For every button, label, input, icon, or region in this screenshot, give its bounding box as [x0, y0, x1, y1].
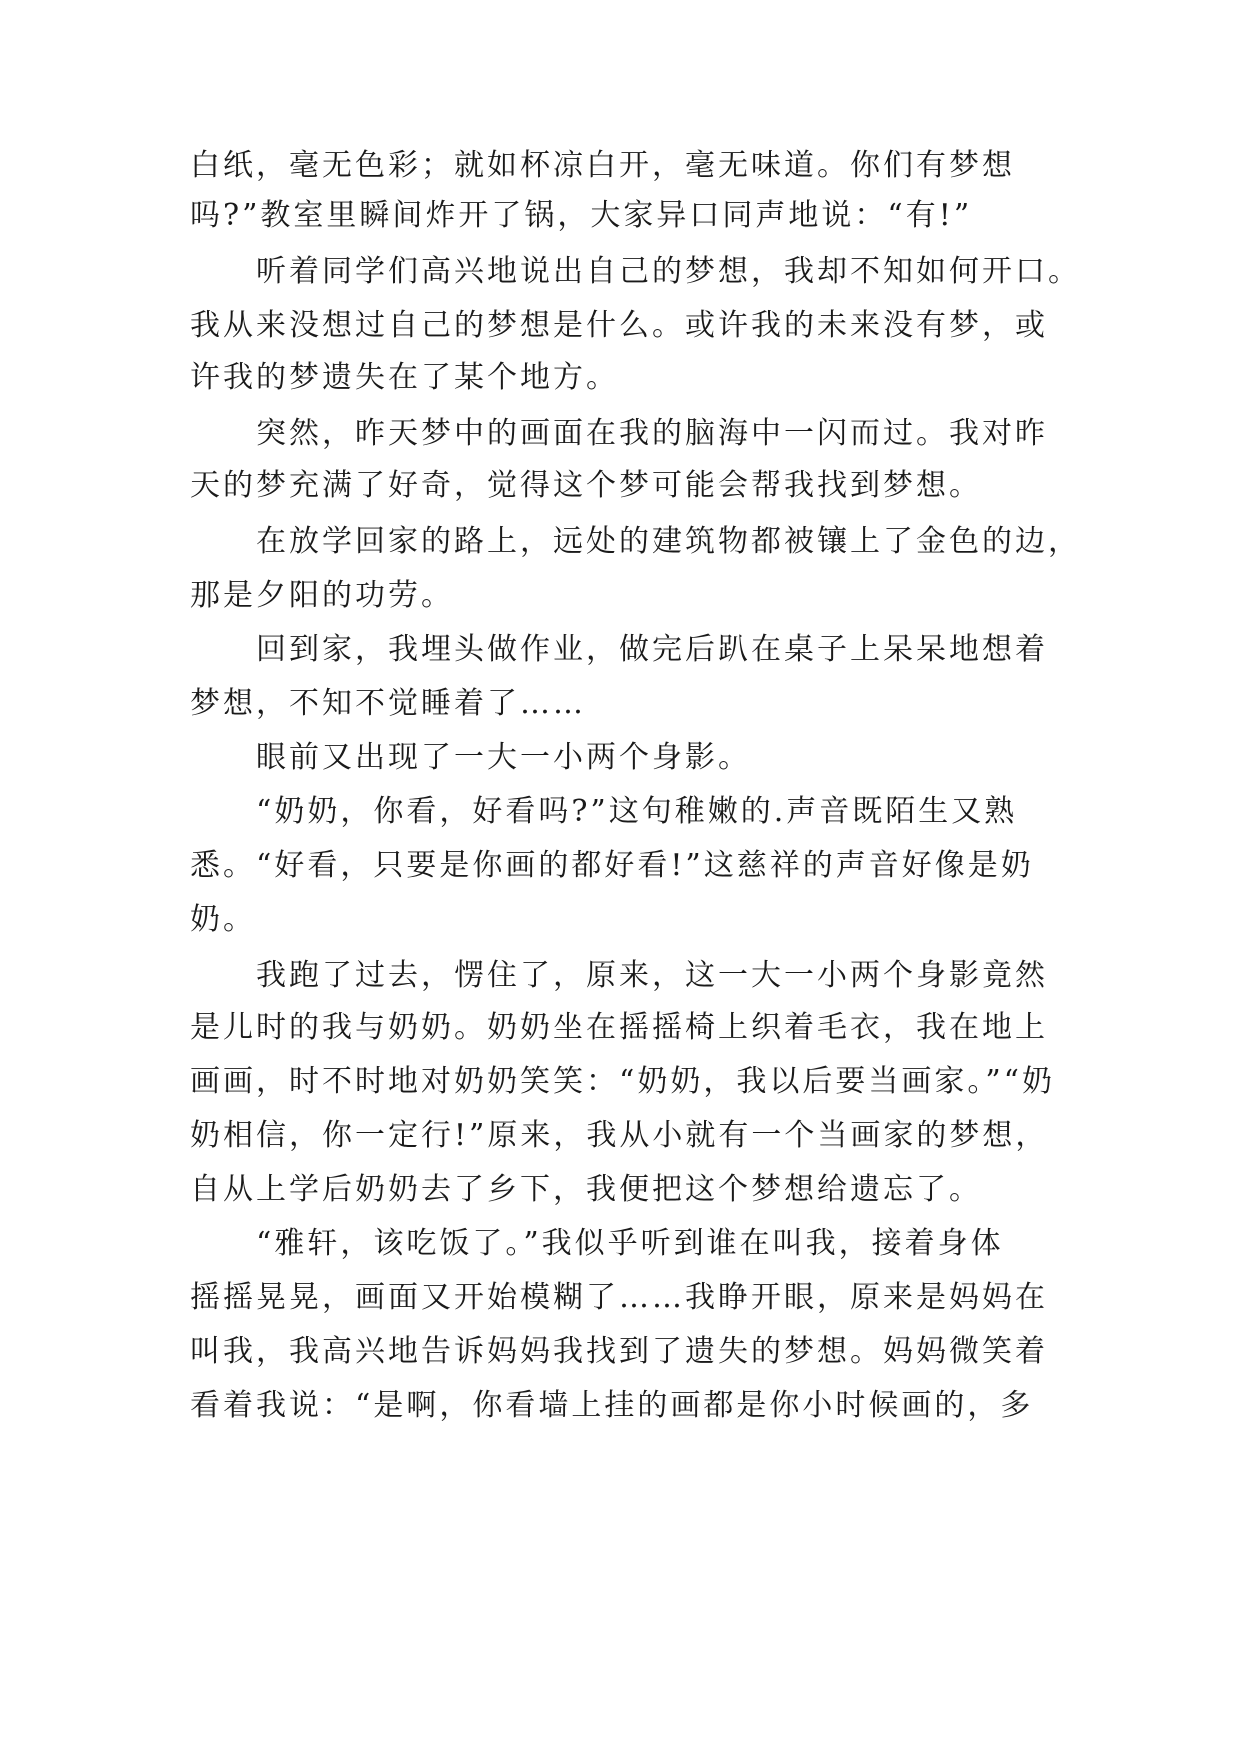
text-line: 吗?”教室里瞬间炸开了锅，大家异口同声地说：“有!”: [190, 198, 973, 233]
text-line: 奶。: [190, 902, 256, 937]
text-line: 悉。“好看，只要是你画的都好看!”这慈祥的声音好像是奶: [190, 848, 1034, 883]
text-line: 在放学回家的路上，远处的建筑物都被镶上了金色的边，: [256, 524, 1081, 559]
text-line: 是儿时的我与奶奶。奶奶坐在摇摇椅上织着毛衣，我在地上: [190, 1010, 1048, 1045]
text-line: 那是夕阳的功劳。: [190, 578, 454, 613]
text-line: 梦想，不知不觉睡着了……: [190, 686, 586, 721]
text-line: 自从上学后奶奶去了乡下，我便把这个梦想给遗忘了。: [190, 1172, 982, 1207]
text-line: “雅轩，该吃饭了。”我似乎听到谁在叫我，接着身体: [256, 1226, 1004, 1261]
text-line: 天的梦充满了好奇，觉得这个梦可能会帮我找到梦想。: [190, 468, 982, 503]
text-line: 看着我说：“是啊，你看墙上挂的画都是你小时候画的，多: [190, 1388, 1034, 1423]
text-line: 许我的梦遗失在了某个地方。: [190, 360, 619, 395]
text-line: 奶相信，你一定行!”原来，我从小就有一个当画家的梦想，: [190, 1118, 1049, 1153]
text-line: 白纸，毫无色彩；就如杯凉白开，毫无味道。你们有梦想: [190, 148, 1015, 183]
text-line: 回到家，我埋头做作业，做完后趴在桌子上呆呆地想着: [256, 632, 1048, 667]
text-line: 眼前又出现了一大一小两个身影。: [256, 740, 751, 775]
text-line: 摇摇晃晃，画面又开始模糊了……我睁开眼，原来是妈妈在: [190, 1280, 1048, 1315]
text-line: “奶奶，你看，好看吗?”这句稚嫩的.声音既陌生又熟: [256, 794, 1018, 829]
text-line: 画画，时不时地对奶奶笑笑：“奶奶，我以后要当画家。”“奶: [190, 1064, 1056, 1099]
text-line: 我跑了过去，愣住了，原来，这一大一小两个身影竟然: [256, 958, 1048, 993]
text-line: 我从来没想过自己的梦想是什么。或许我的未来没有梦，或: [190, 308, 1048, 343]
text-line: 突然，昨天梦中的画面在我的脑海中一闪而过。我对昨: [256, 416, 1048, 451]
text-line: 听着同学们高兴地说出自己的梦想，我却不知如何开口。: [256, 254, 1081, 289]
text-line: 叫我，我高兴地告诉妈妈我找到了遗失的梦想。妈妈微笑着: [190, 1334, 1048, 1369]
